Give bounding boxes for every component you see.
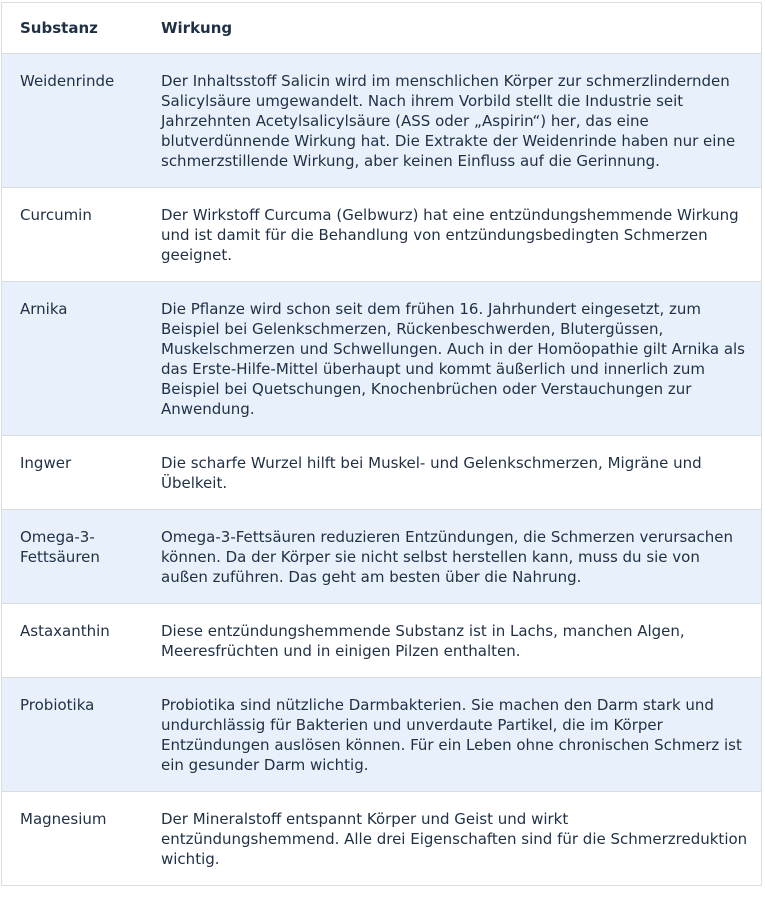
table-row (2, 282, 761, 436)
table-row (2, 678, 761, 792)
table-row (2, 54, 761, 188)
table-header-row (2, 3, 761, 54)
effect-cell: Der Inhaltsstoff Salicin wird im menschlichen Körper zur schmerzlindernden Salicylsäure umgewandelt. Nach ihrem Vorbild stellt die Industrie seit Jahrzehnten Acetylsalicylsäure (ASS oder „Aspirin“) her, das eine blutverdünnende Wirkung hat. Die Extrakte der Weidenrinde haben nur eine schmerzstillende Wirkung, aber keinen Einfluss auf die Gerinnung. (143, 54, 761, 188)
substance-cell: Curcumin (2, 188, 143, 282)
substance-table-container (1, 2, 762, 886)
substance-cell: Weidenrinde (2, 54, 143, 188)
header-substanz: Substanz (2, 3, 143, 54)
effect-cell: Omega-3-Fettsäuren reduzieren Entzündungen, die Schmerzen verursachen können. Da der Körper sie nicht selbst herstellen kann, muss du sie von außen zuführen. Das geht am besten über die Nahrung. (143, 510, 761, 604)
substance-cell: Astaxanthin (2, 604, 143, 678)
table-row (2, 436, 761, 510)
effect-cell: Der Wirkstoff Curcuma (Gelbwurz) hat eine entzündungshemmende Wirkung und ist damit für die Behandlung von entzündungsbedingten Schmerzen geeignet. (143, 188, 761, 282)
substance-cell: Magnesium (20, 810, 107, 828)
substance-cell: Ingwer (2, 436, 143, 510)
substance-table (2, 3, 761, 885)
table-row (2, 792, 761, 886)
substance-cell: Probiotika (2, 678, 143, 792)
header-wirkung: Wirkung (143, 3, 761, 54)
effect-cell: Die scharfe Wurzel hilft bei Muskel- und Gelenkschmerzen, Migräne und Übelkeit. (143, 436, 761, 510)
table-row (2, 188, 761, 282)
effect-cell: Der Mineralstoff entspannt Körper und Geist und wirkt entzündungshemmend. Alle drei Eigenschaften sind für die Schmerzreduktion wichtig. (161, 810, 748, 868)
table-row (2, 604, 761, 678)
effect-cell: Die Pflanze wird schon seit dem frühen 16. Jahrhundert eingesetzt, zum Beispiel bei Gelenkschmerzen, Rückenbeschwerden, Blutergüssen, Muskelschmerzen und Schwellungen. Auch in der Homöopathie gilt Arnika als das Erste-Hilfe-Mittel überhaupt und kommt äußerlich und innerlich zum Beispiel bei Quetschungen, Knochenbrüchen oder Verstauchungen zur Anwendung. (143, 282, 761, 436)
effect-cell: Probiotika sind nützliche Darmbakterien. Sie machen den Darm stark und undurchlässig für Bakterien und unverdaute Partikel, die im Körper Entzündungen auslösen können. Für ein Leben ohne chronischen Schmerz ist ein gesunder Darm wichtig. (143, 678, 761, 792)
substance-cell: Omega-3-Fettsäuren (2, 510, 143, 604)
effect-cell: Diese entzündungshemmende Substanz ist in Lachs, manchen Algen, Meeresfrüchten und in einigen Pilzen enthalten. (143, 604, 761, 678)
substance-cell: Arnika (2, 282, 143, 436)
table-row (2, 510, 761, 604)
